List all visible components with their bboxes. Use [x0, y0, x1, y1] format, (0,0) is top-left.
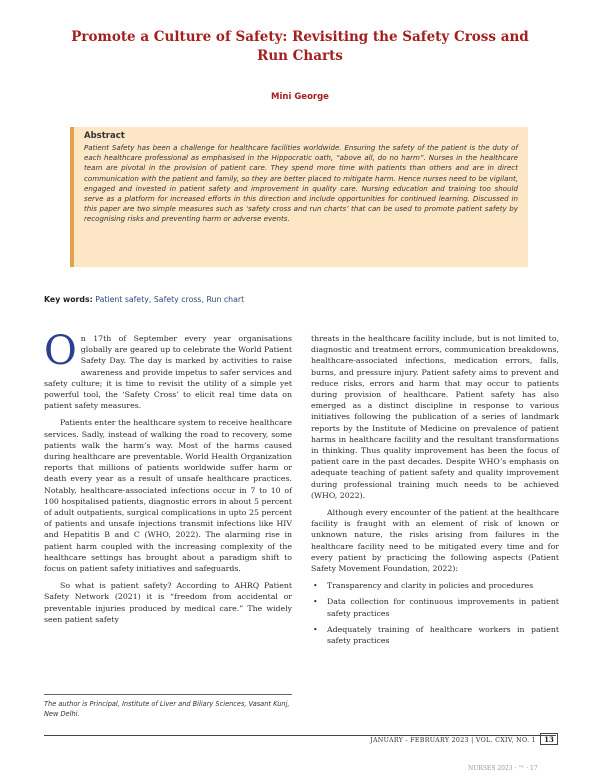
keywords	[44, 295, 564, 304]
bullet-list	[311, 580, 559, 646]
abstract-box	[70, 127, 528, 267]
page-number: 13	[540, 733, 558, 745]
left-column	[44, 328, 292, 631]
list-item: • Adequately training of healthcare workers in patient safety practices	[313, 624, 559, 646]
intro-paragraph	[44, 328, 292, 411]
bullet-icon: •	[313, 624, 318, 634]
drop-cap: O	[44, 328, 77, 374]
intro-paragraph-text: n 17th of September every year organisations globally are geared up to celebrate the World Patient Safety Day. The day is marked by activities to raise awareness and provide impetus to safer services and safety culture; it is time to revisit the utility of a simple yet powerful tool, the ‘Safety Cross’ to elicit real time data on patient safety measures.	[44, 334, 292, 411]
paragraph: Although every encounter of the patient at the healthcare facility is fraught with an element of risk of known or unknown nature, the risks arising from failures in the healthcare facility need to be mitigated every time and for every patient by practicing the following aspects (Patient Safety Movement Foundation, 2022):	[311, 508, 559, 574]
list-item: • Data collection for continuous improvements in patient safety practices	[313, 597, 559, 618]
footnote: The author is Principal, Institute of Liver and Biliary Sciences, Vasant Kunj, New Delhi.	[44, 700, 290, 718]
article-title: Promote a Culture of Safety: Revisiting the Safety Cross and Run Charts	[71, 29, 529, 64]
list-item: • Transparency and clarity in policies and procedures	[313, 581, 534, 591]
issue-info: JANUARY - FEBRUARY 2023 | VOL. CXIV, NO. 1	[370, 737, 536, 744]
keywords-text: Patient safety, Safety cross, Run chart	[95, 295, 245, 304]
bullet-icon: •	[313, 597, 318, 607]
paragraph: So what is patient safety? According to AHRQ Patient Safety Network (2021) it is “freedom from accidental or preventable injuries produced by medical care.” The widely seen patient safety	[44, 581, 292, 624]
footer-divider	[44, 735, 556, 736]
footnote-divider	[44, 694, 292, 695]
abstract-heading: Abstract	[84, 131, 125, 141]
keywords-label: Key words:	[44, 295, 93, 304]
paragraph: Patients enter the healthcare system to receive healthcare services. Sadly, instead of walking the road to recovery, some patients walk the harm’s way. Most of the harms caused during healthcare are preventable. World Health Organization reports that millions of patients worldwide suffer harm or death every year as a result of unsafe healthcare practices. Notably, healthcare-associated infections occur in 7 to 10 of 100 hospitalised patients, diagnostic errors in about 5 percent of adult outpatients, surgical complications in upto 25 percent of patients and unsafe injections transmit infections like HIV and Hepatitis B and C (WHO, 2022). The alarming rise in patient harm coupled with the increasing complexity of the healthcare settings has brought about a paradigm shift to focus on patient safety initiatives and safeguards.	[44, 418, 292, 574]
cut-off-footer-text: NURSES 2023 · ™ · 17	[468, 765, 538, 772]
abstract-text: Patient Safety has been a challenge for healthcare facilities worldwide. Ensuring the safety of the patient is the duty of each healthcare professional as emphasised in the Hippocratic oath, “above all, do no harm”. Nurses in the healthcare team are pivotal in the provision of patient care. They spend more time with patients than others and are in direct communication with the patient and family, so they are better placed to mitigate harm. Hence nurses need to be vigilant, engaged and invested in patient safety and improvement in quality care. Nursing education and training too should serve as a platform for increased efforts in this direction and include opportunities for continued learning. Discussed in this paper are two simple measures such as ‘safety cross and run charts’ that can be used to promote patient safety by recognising risks and preventing harm or adverse events.	[84, 143, 518, 224]
author-name: Mini George	[271, 92, 329, 102]
paragraph: threats in the healthcare facility include, but is not limited to, diagnostic and treatment errors, communication breakdowns, healthcare-associated infections, medication errors, falls, burns, and pressure injury. Patient safety aims to prevent and reduce risks, errors and harm that may occur to patients during provision of healthcare. Patient safety has also emerged as a distinct discipline in response to various initiatives following the publication of a series of landmark reports by the Institute of Medicine on prevalence of patient harms in healthcare facility and the resultant transformations in thinking. Thus quality improvement has been the focus of patient care in the past decades. Despite WHO’s emphasis on adequate teaching of patient safety and quality improvement during professional training much needs to be achieved (WHO, 2022).	[311, 334, 559, 500]
right-column	[311, 333, 559, 651]
bullet-icon: •	[313, 581, 318, 591]
